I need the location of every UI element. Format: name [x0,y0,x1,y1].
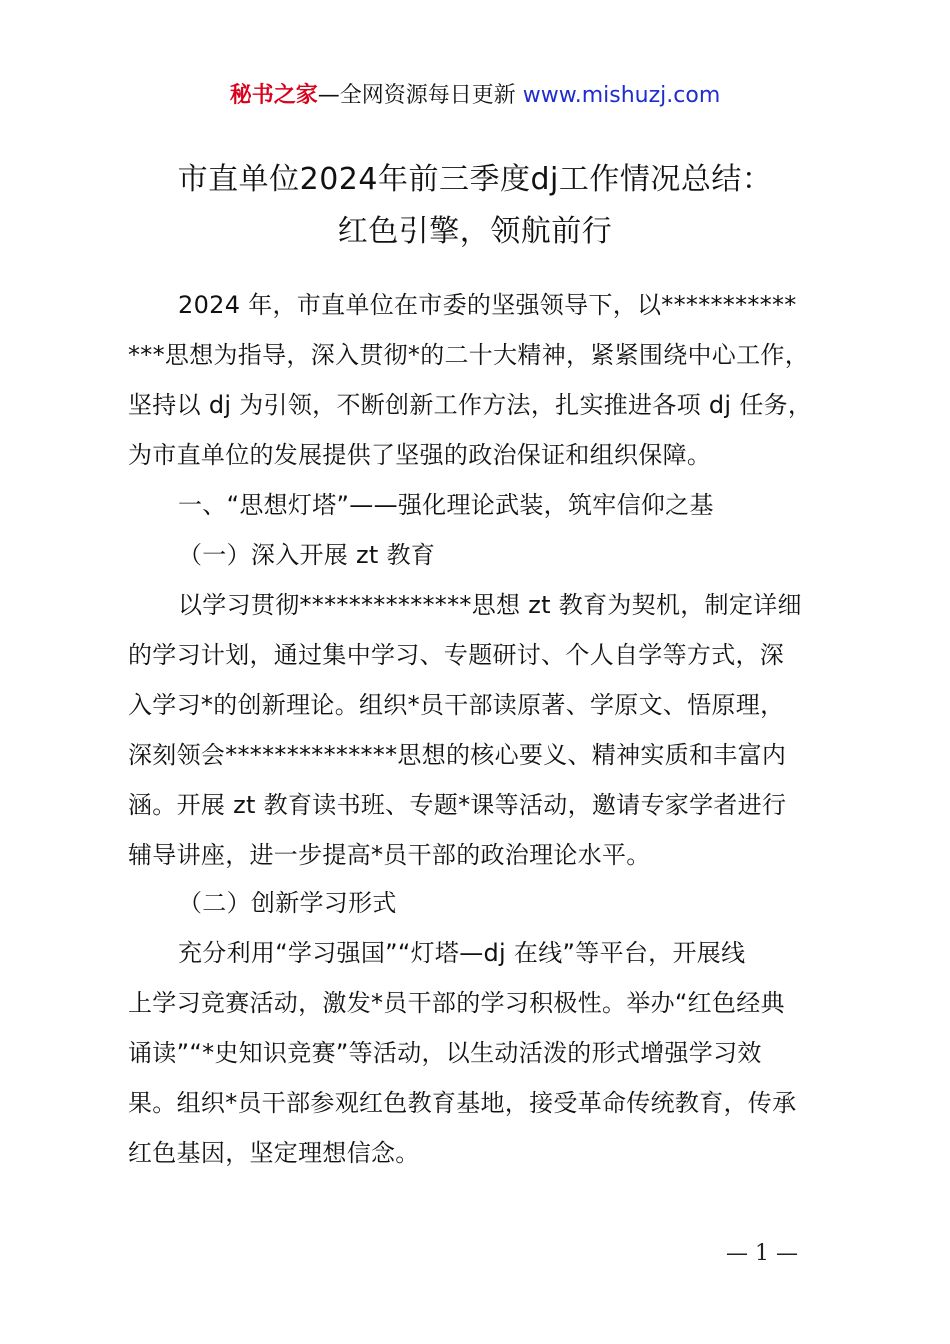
document-title-line-1: 市直单位2024年前三季度dj工作情况总结： [177,162,773,197]
section-heading: 一、“思想灯塔”——强化理论武装，筑牢信仰之基 [178,491,714,519]
site-url-link[interactable]: www.mishuzj.com [522,83,721,108]
paragraph-line: 深刻领会**************思想的核心要义、精神实质和丰富内 [128,741,787,769]
paragraph-line: 2024 年，市直单位在市委的坚强领导下，以*********** [178,291,797,319]
paragraph-line: 涵。开展 zt 教育读书班、专题*课等活动，邀请专家学者进行 [128,791,787,819]
paragraph-line: 的学习计划，通过集中学习、专题研讨、个人自学等方式，深 [128,641,785,669]
paragraph-line: 坚持以 dj 为引领，不断创新工作方法，扎实推进各项 dj 任务， [128,391,813,419]
document-title-line-2: 红色引擎，领航前行 [337,214,613,249]
paragraph-line: 辅导讲座，进一步提高*员干部的政治理论水平。 [128,841,651,869]
paragraph-line: 以学习贯彻**************思想 zt 教育为契机，制定详细 [178,591,802,619]
paragraph-line: 入学习*的创新理论。组织*员干部读原著、学原文、悟原理， [128,691,785,719]
subsection-heading: （一）深入开展 zt 教育 [178,541,436,569]
paragraph-line: 上学习竞赛活动，激发*员干部的学习积极性。举办“红色经典 [128,989,785,1017]
paragraph-line: ***思想为指导，深入贯彻*的二十大精神，紧紧围绕中心工作， [128,341,809,369]
header-tagline: —全网资源每日更新 [317,83,523,108]
paragraph-line: 充分利用“学习强国”“灯塔—dj 在线”等平台，开展线 [178,939,746,967]
paragraph-line: 果。组织*员干部参观红色教育基地，接受革命传统教育，传承 [128,1089,797,1117]
paragraph-line: 为市直单位的发展提供了坚强的政治保证和组织保障。 [128,441,712,469]
brand-name: 秘书之家 [229,83,318,108]
paragraph-line: 诵读”“*史知识竞赛”等活动，以生动活泼的形式增强学习效 [128,1039,762,1067]
subsection-heading: （二）创新学习形式 [178,889,397,917]
site-header [0,80,950,112]
page-number: — 1 — [726,1241,798,1266]
paragraph-line: 红色基因，坚定理想信念。 [128,1139,420,1167]
